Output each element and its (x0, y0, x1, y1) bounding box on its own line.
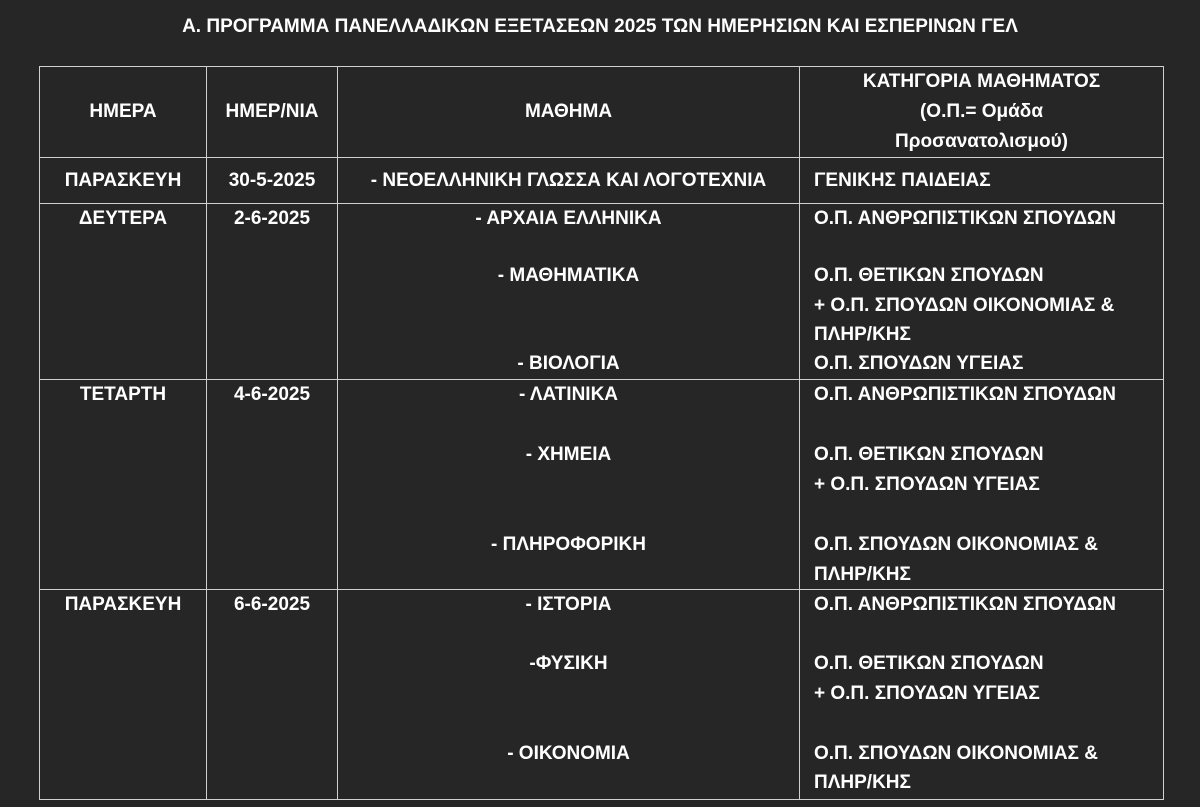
day-cell: ΠΑΡΑΣΚΕΥΗ (40, 590, 207, 800)
subject-cell (338, 204, 800, 380)
subject-name: -ΦΥΣΙΚΗ (529, 653, 608, 674)
subject-name: - ΛΑΤΙΝΙΚΑ (518, 384, 619, 405)
category-cell (800, 204, 1164, 380)
category-cell (800, 158, 1164, 204)
category-name: Ο.Π. ΘΕΤΙΚΩΝ ΣΠΟΥΔΩΝ (814, 653, 1044, 674)
day-cell: ΔΕΥΤΕΡΑ (40, 204, 207, 380)
header-category (800, 67, 1164, 158)
category-name: ΠΛΗΡ/ΚΗΣ (814, 324, 911, 345)
category-name: + Ο.Π. ΣΠΟΥΔΩΝ ΥΓΕΙΑΣ (814, 474, 1040, 495)
subject-cell (338, 380, 800, 590)
subject-name: - ΙΣΤΟΡΙΑ (525, 594, 612, 615)
category-name: Ο.Π. ΣΠΟΥΔΩΝ ΥΓΕΙΑΣ (814, 353, 1024, 374)
category-cell (800, 590, 1164, 800)
header-category-line2: (Ο.Π.= Ομάδα (919, 101, 1044, 122)
day-cell: ΠΑΡΑΣΚΕΥΗ (40, 158, 207, 204)
category-cell (800, 380, 1164, 590)
subject-name: - ΑΡΧΑΙΑ ΕΛΛΗΝΙΚΑ (475, 208, 662, 229)
category-name: Ο.Π. ΑΝΘΡΩΠΙΣΤΙΚΩΝ ΣΠΟΥΔΩΝ (814, 208, 1116, 229)
category-name: Ο.Π. ΘΕΤΙΚΩΝ ΣΠΟΥΔΩΝ (814, 265, 1044, 286)
table-row (40, 204, 1164, 380)
category-name: Ο.Π. ΣΠΟΥΔΩΝ ΟΙΚΟΝΟΜΙΑΣ & (814, 534, 1098, 555)
category-name: + Ο.Π. ΣΠΟΥΔΩΝ ΟΙΚΟΝΟΜΙΑΣ & (814, 295, 1115, 316)
date-cell: 6-6-2025 (207, 590, 338, 800)
subject-cell (338, 158, 800, 204)
subject-name: - ΠΛΗΡΟΦΟΡΙΚΗ (491, 534, 646, 555)
table-row (40, 158, 1164, 204)
exam-schedule-table (39, 66, 1164, 800)
subject-name: - ΧΗΜΕΙΑ (525, 444, 612, 465)
header-category-line3: Προσανατολισμού) (894, 131, 1069, 152)
day-cell: ΤΕΤΑΡΤΗ (40, 380, 207, 590)
subject-cell (338, 590, 800, 800)
header-date: ΗΜΕΡ/ΝΙΑ (207, 67, 338, 158)
date-cell: 4-6-2025 (207, 380, 338, 590)
category-name: + Ο.Π. ΣΠΟΥΔΩΝ ΥΓΕΙΑΣ (814, 683, 1040, 704)
category-name: Ο.Π. ΑΝΘΡΩΠΙΣΤΙΚΩΝ ΣΠΟΥΔΩΝ (814, 384, 1116, 405)
table-row (40, 590, 1164, 800)
category-name: ΠΛΗΡ/ΚΗΣ (814, 772, 911, 793)
table-row (40, 380, 1164, 590)
subject-name: - ΜΑΘΗΜΑΤΙΚΑ (497, 265, 640, 286)
header-day: ΗΜΕΡΑ (40, 67, 207, 158)
header-subject: ΜΑΘΗΜΑ (338, 67, 800, 158)
date-cell: 30-5-2025 (207, 158, 338, 204)
table-header-row (40, 67, 1164, 158)
subject-name: - ΝΕΟΕΛΛΗΝΙΚΗ ΓΛΩΣΣΑ ΚΑΙ ΛΟΓΟΤΕΧΝΙΑ (370, 169, 767, 191)
category-name: Ο.Π. ΣΠΟΥΔΩΝ ΟΙΚΟΝΟΜΙΑΣ & (814, 743, 1098, 764)
date-cell: 2-6-2025 (207, 204, 338, 380)
header-category-line1: ΚΑΤΗΓΟΡΙΑ ΜΑΘΗΜΑΤΟΣ (862, 71, 1101, 92)
category-name: ΓΕΝΙΚΗΣ ΠΑΙΔΕΙΑΣ (814, 169, 991, 191)
category-name: ΠΛΗΡ/ΚΗΣ (814, 564, 911, 585)
category-name: Ο.Π. ΑΝΘΡΩΠΙΣΤΙΚΩΝ ΣΠΟΥΔΩΝ (814, 594, 1116, 615)
document-title: Α. ΠΡΟΓΡΑΜΜΑ ΠΑΝΕΛΛΑΔΙΚΩΝ ΕΞΕΤΑΣΕΩΝ 2025 ΤΩΝ ΗΜΕΡΗΣΙΩΝ ΚΑΙ ΕΣΠΕΡΙΝΩΝ ΓΕΛ (182, 16, 1018, 37)
category-name: Ο.Π. ΘΕΤΙΚΩΝ ΣΠΟΥΔΩΝ (814, 444, 1044, 465)
subject-name: - ΒΙΟΛΟΓΙΑ (517, 353, 620, 374)
subject-name: - ΟΙΚΟΝΟΜΙΑ (507, 743, 630, 764)
